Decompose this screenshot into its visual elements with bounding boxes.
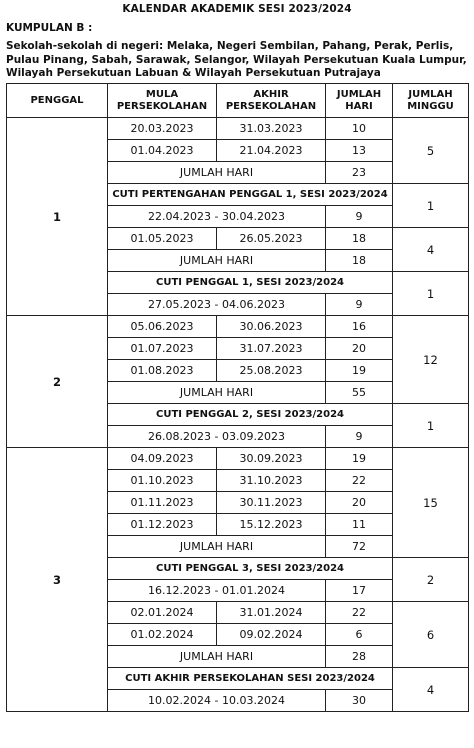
header-penggal: PENGGAL	[7, 84, 108, 118]
days-count: 18	[326, 228, 393, 250]
days-total: 28	[326, 646, 393, 668]
days-count: 30	[326, 690, 393, 712]
end-date: 09.02.2024	[217, 624, 326, 646]
end-date: 30.09.2023	[217, 448, 326, 470]
end-date: 30.11.2023	[217, 492, 326, 514]
header-akhir: AKHIR PERSEKOLAHAN	[217, 84, 326, 118]
days-count: 19	[326, 448, 393, 470]
holiday-heading: CUTI PENGGAL 1, SESI 2023/2024	[108, 272, 393, 294]
header-jumlah-hari: JUMLAH HARI	[326, 84, 393, 118]
start-date: 01.07.2023	[108, 338, 217, 360]
days-count: 16	[326, 316, 393, 338]
header-jumlah-minggu: JUMLAH MINGGU	[393, 84, 469, 118]
weeks-count: 1	[393, 272, 469, 316]
days-total: 55	[326, 382, 393, 404]
end-date: 25.08.2023	[217, 360, 326, 382]
weeks-count: 5	[393, 118, 469, 184]
term-cell: 2	[7, 316, 108, 448]
group-label: KUMPULAN B :	[6, 22, 93, 34]
term-cell: 3	[7, 448, 108, 712]
holiday-range: 26.08.2023 - 03.09.2023	[108, 426, 326, 448]
end-date: 31.03.2023	[217, 118, 326, 140]
table-row	[7, 118, 469, 140]
holiday-range: 22.04.2023 - 30.04.2023	[108, 206, 326, 228]
days-total: 23	[326, 162, 393, 184]
start-date: 01.12.2023	[108, 514, 217, 536]
days-total: 18	[326, 250, 393, 272]
days-count: 9	[326, 294, 393, 316]
days-count: 19	[326, 360, 393, 382]
table-row	[7, 316, 469, 338]
days-count: 10	[326, 118, 393, 140]
total-label: JUMLAH HARI	[108, 536, 326, 558]
days-count: 13	[326, 140, 393, 162]
total-label: JUMLAH HARI	[108, 250, 326, 272]
end-date: 31.01.2024	[217, 602, 326, 624]
weeks-count: 15	[393, 448, 469, 558]
days-count: 11	[326, 514, 393, 536]
start-date: 01.10.2023	[108, 470, 217, 492]
end-date: 30.06.2023	[217, 316, 326, 338]
page-title: KALENDAR AKADEMIK SESI 2023/2024	[122, 3, 352, 15]
term-cell: 1	[7, 118, 108, 316]
header-mula: MULA PERSEKOLAHAN	[108, 84, 217, 118]
days-count: 20	[326, 338, 393, 360]
weeks-count: 12	[393, 316, 469, 404]
weeks-count: 4	[393, 228, 469, 272]
start-date: 20.03.2023	[108, 118, 217, 140]
weeks-count: 6	[393, 602, 469, 668]
header-row	[7, 84, 469, 118]
start-date: 01.08.2023	[108, 360, 217, 382]
holiday-range: 16.12.2023 - 01.01.2024	[108, 580, 326, 602]
holiday-heading: CUTI PENGGAL 2, SESI 2023/2024	[108, 404, 393, 426]
days-count: 17	[326, 580, 393, 602]
table-row	[7, 448, 469, 470]
days-count: 9	[326, 206, 393, 228]
end-date: 26.05.2023	[217, 228, 326, 250]
end-date: 31.07.2023	[217, 338, 326, 360]
holiday-heading: CUTI AKHIR PERSEKOLAHAN SESI 2023/2024	[108, 668, 393, 690]
days-count: 6	[326, 624, 393, 646]
states-description: Sekolah-sekolah di negeri: Melaka, Negeri Sembilan, Pahang, Perak, Perlis, Pulau Pinang, Sabah, Sarawak, Selangor, Wilayah Persekutuan Kuala Lumpur, Wilayah Persekutuan Labuan & Wilayah Persekutuan Putrajaya	[6, 40, 467, 79]
holiday-range: 27.05.2023 - 04.06.2023	[108, 294, 326, 316]
weeks-count: 4	[393, 668, 469, 712]
holiday-range: 10.02.2024 - 10.03.2024	[108, 690, 326, 712]
start-date: 01.05.2023	[108, 228, 217, 250]
weeks-count: 1	[393, 184, 469, 228]
start-date: 01.02.2024	[108, 624, 217, 646]
start-date: 01.04.2023	[108, 140, 217, 162]
start-date: 01.11.2023	[108, 492, 217, 514]
days-count: 9	[326, 426, 393, 448]
end-date: 31.10.2023	[217, 470, 326, 492]
total-label: JUMLAH HARI	[108, 382, 326, 404]
start-date: 02.01.2024	[108, 602, 217, 624]
total-label: JUMLAH HARI	[108, 162, 326, 184]
total-label: JUMLAH HARI	[108, 646, 326, 668]
days-count: 22	[326, 602, 393, 624]
weeks-count: 2	[393, 558, 469, 602]
end-date: 21.04.2023	[217, 140, 326, 162]
days-total: 72	[326, 536, 393, 558]
holiday-heading: CUTI PERTENGAHAN PENGGAL 1, SESI 2023/2024	[108, 184, 393, 206]
days-count: 22	[326, 470, 393, 492]
weeks-count: 1	[393, 404, 469, 448]
end-date: 15.12.2023	[217, 514, 326, 536]
days-count: 20	[326, 492, 393, 514]
academic-calendar-table	[6, 83, 469, 712]
start-date: 05.06.2023	[108, 316, 217, 338]
holiday-heading: CUTI PENGGAL 3, SESI 2023/2024	[108, 558, 393, 580]
start-date: 04.09.2023	[108, 448, 217, 470]
